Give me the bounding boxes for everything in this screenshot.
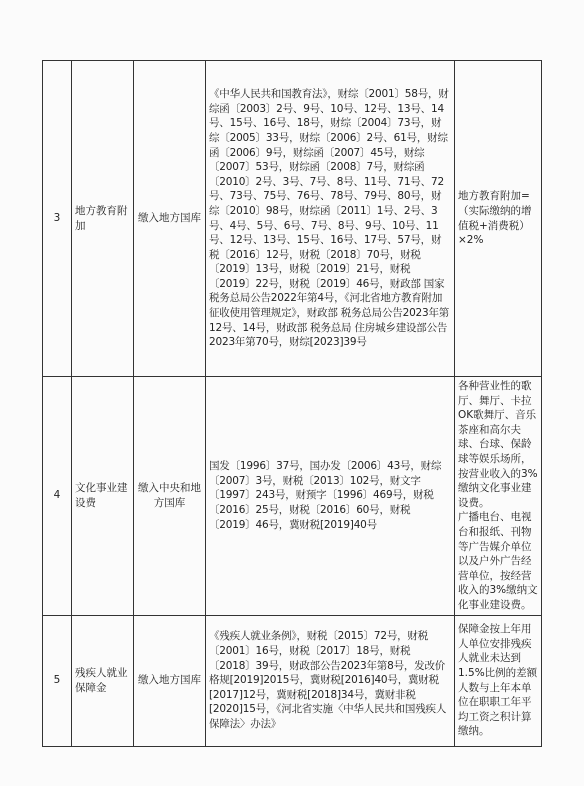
policy-basis: 《残疾人就业条例》，财税〔2015〕72号，财税〔2001〕16号，财税〔2017〕18号，财税〔2018〕39号，财政部公告2023年第8号，发改价格规[2019]2015号，冀财税[2016]40号，冀财税[2017]12号，冀财税[2018]34号，冀财非税[2020]15号，《河北省实施〈中华人民共和国残疾人保障法〉办法》: [206, 615, 455, 746]
table-row: [43, 615, 542, 746]
row-number: 4: [43, 377, 72, 616]
calculation-method: [455, 377, 542, 616]
row-number: 3: [43, 61, 72, 377]
policy-basis: 国发〔1996〕37号，国办发〔2006〕43号，财综〔2007〕3号，财税〔2013〕102号，财文字〔1997〕243号，财预字〔1996〕469号，财税〔2016〕25号，财税〔2016〕60号，财税〔2019〕46号，冀财税[2019]40号: [206, 377, 455, 616]
payment-destination: 缴入地方国库: [134, 615, 206, 746]
fund-name: 文化事业建设费: [72, 377, 134, 616]
calculation-method: 保障金按上年用人单位安排残疾人就业未达到1.5%比例的差额人数与上年本单位在职职工年平均工资之积计算缴纳。: [455, 615, 542, 746]
table-row: [43, 377, 542, 616]
calculation-method: 地方教育附加=（实际缴纳的增值税+消费税）×2%: [455, 61, 542, 377]
policy-basis: 《中华人民共和国教育法》，财综〔2001〕58号，财综函〔2003〕2号、9号、10号、12号、13号、14号、15号、16号、18号，财综〔2004〕73号，财综〔2005〕33号，财综〔2006〕2号、61号，财综函〔2006〕9号，财综函〔2007〕45号，财综〔2007〕53号，财综函〔2008〕7号，财综函〔2010〕2号、3号、7号、8号、11号、71号、72号、73号、75号、76号、78号、79号、80号，财综〔2010〕98号，财综函〔2011〕1号、2号、3号、4号、5号、6号、7号、8号、9号、10号、11号、12号、13号、15号、16号、17号、57号，财税〔2016〕12号，财税〔2018〕70号，财税〔2019〕13号，财税〔2019〕21号，财税〔2019〕22号，财税〔2019〕46号，财政部 国家税务总局公告2022年第4号，《河北省地方教育附加征收使用管理规定》，财政部 税务总局公告2023年第12号、14号，财政部 税务总局 住房城乡建设部公告2023年第70号，财综[2023]39号: [206, 61, 455, 377]
payment-destination: 缴入中央和地方国库: [134, 377, 206, 616]
payment-destination: 缴入地方国库: [134, 61, 206, 377]
calculation-paragraph: 各种营业性的歌厅、舞厅、卡拉OK歌舞厅、音乐茶座和高尔夫球、台球、保龄球等娱乐场所，按营业收入的3%缴纳文化事业建设费。: [458, 380, 538, 509]
fund-name: 地方教育附加: [72, 61, 134, 377]
calculation-paragraph: 广播电台、电视台和报纸、刊物等广告媒介单位以及户外广告经营单位，按经营收入的3%缴纳文化事业建设费。: [458, 511, 538, 611]
row-number: 5: [43, 615, 72, 746]
government-fund-table: [42, 60, 542, 747]
table-row: [43, 61, 542, 377]
fund-name: 残疾人就业保障金: [72, 615, 134, 746]
